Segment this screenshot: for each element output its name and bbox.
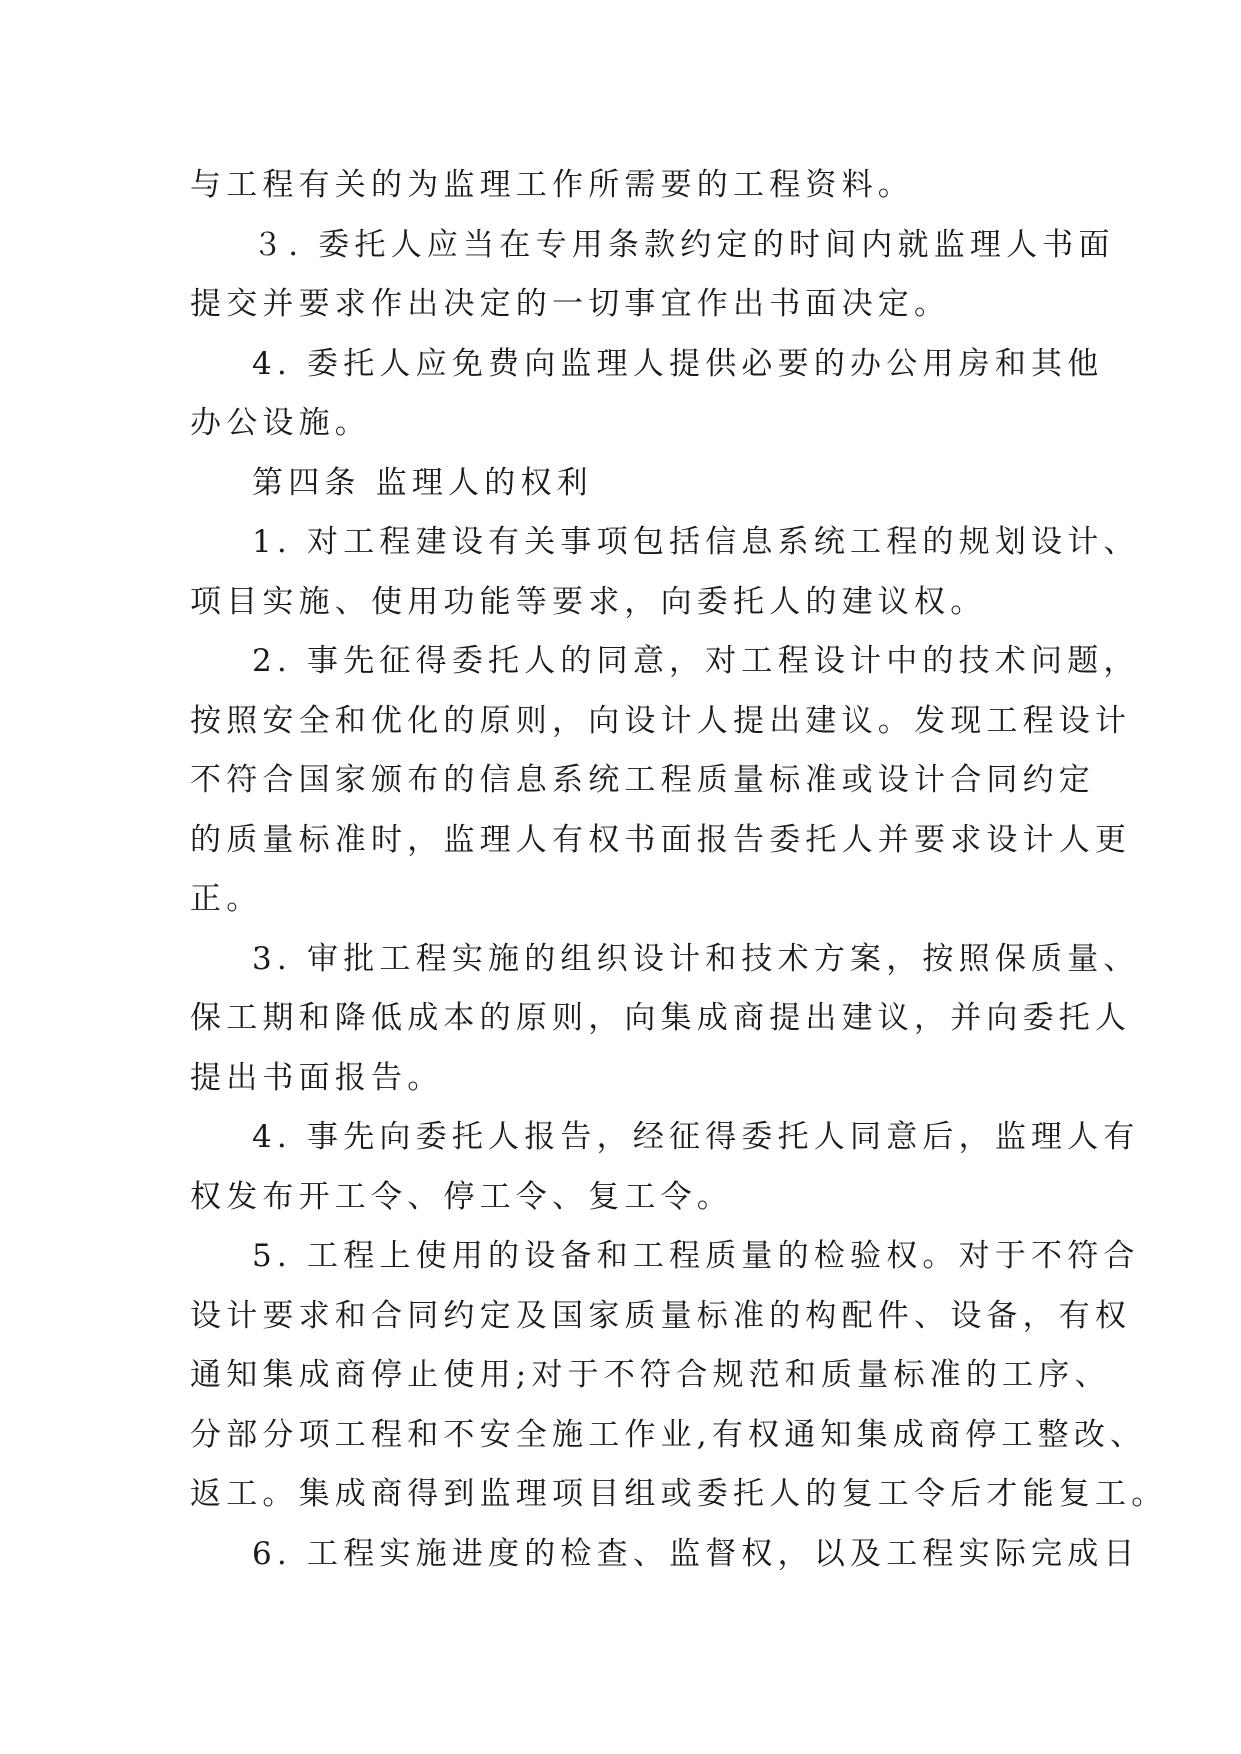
clause-6-line: 6. 工程实施进度的检查、监督权，以及工程实际完成日 [252, 1535, 1140, 1572]
clause-1-line: 1. 对工程建设有关事项包括信息系统工程的规划设计、 [252, 524, 1140, 560]
contract-text-body [190, 156, 1168, 1584]
text-line: 分部分项工程和不安全施工作业,有权通知集成商停工整改、 [190, 1416, 1147, 1453]
text-line: 通知集成商停止使用;对于不符合规范和质量标准的工序、 [190, 1357, 1111, 1393]
text-line: 提出书面报告。 [190, 1059, 444, 1096]
text-line: 项目实施、使用功能等要求，向委托人的建议权。 [190, 583, 987, 620]
text-line: 按照安全和优化的原则，向设计人提出建议。发现工程设计 [190, 702, 1132, 739]
text-line: 返工。集成商得到监理项目组或委托人的复工令后才能复工。 [190, 1476, 1168, 1512]
text-line: 不符合国家颁布的信息系统工程质量标准或设计合同约定 [190, 762, 1095, 798]
text-line: 办公设施。 [190, 405, 371, 441]
text-line: 与工程有关的为监理工作所需要的工程资料。 [190, 167, 914, 203]
clause-2-line: 2. 事先征得委托人的同意，对工程设计中的技术问题， [252, 643, 1140, 679]
text-line: 权发布开工令、停工令、复工令。 [190, 1178, 733, 1215]
section-heading: 第四条 监理人的权利 [252, 464, 593, 501]
clause-4-line: 4. 委托人应免费向监理人提供必要的办公用房和其他 [252, 345, 1104, 382]
text-line: 提交并要求作出决定的一切事宜作出书面决定。 [190, 286, 951, 322]
text-line: 保工期和降低成本的原则，向集成商提出建议，并向委托人 [190, 1000, 1132, 1036]
text-line: 设计要求和合同约定及国家质量标准的构配件、设备，有权 [190, 1297, 1132, 1334]
clause-5-line: 5. 工程上使用的设备和工程质量的检验权。对于不符合 [252, 1238, 1140, 1274]
text-line: 的质量标准时，监理人有权书面报告委托人并要求设计人更 [190, 821, 1132, 858]
clause-3-line: 3. 审批工程实施的组织设计和技术方案，按照保质量、 [252, 940, 1140, 977]
text-line: 正。 [190, 881, 263, 917]
clause-3-line: ３. 委托人应当在专用条款约定的时间内就监理人书面 [252, 226, 1115, 263]
clause-4-line: 4. 事先向委托人报告，经征得委托人同意后，监理人有 [252, 1119, 1140, 1155]
